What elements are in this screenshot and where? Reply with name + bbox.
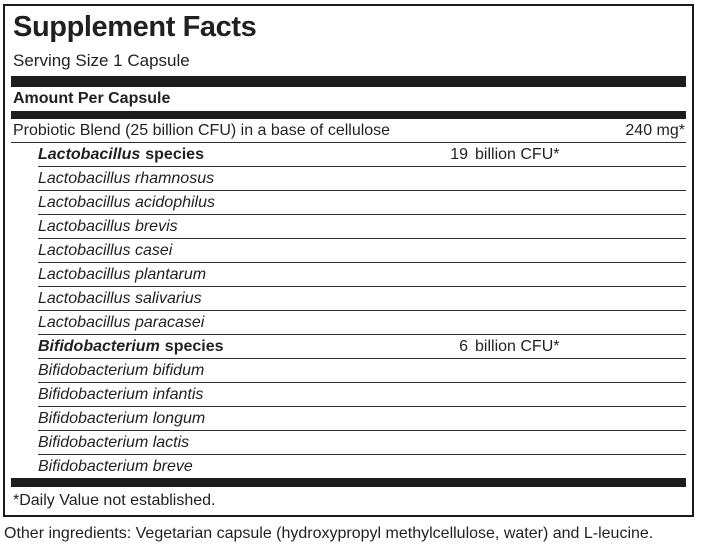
cfu-count: 19 — [450, 146, 468, 163]
species-row — [38, 311, 686, 335]
species-row — [38, 215, 686, 239]
cfu-count: 6 — [459, 338, 468, 355]
other-ingredients: Other ingredients: Vegetarian capsule (hydroxypropyl methylcellulose, water) and L-leucine. — [4, 525, 654, 542]
cfu-amount — [438, 143, 559, 166]
species-row — [38, 287, 686, 311]
species-row — [38, 239, 686, 263]
species-row — [38, 431, 686, 455]
species-row — [38, 383, 686, 407]
species-name: Lactobacillus plantarum — [38, 266, 207, 283]
species-name: Bifidobacterium lactis — [38, 434, 190, 451]
species-name: Bifidobacterium bifidum — [38, 362, 205, 379]
species-group-row-bifidobacterium — [38, 335, 686, 359]
cfu-amount — [438, 335, 559, 358]
thick-divider-top — [11, 76, 686, 87]
species-row — [38, 359, 686, 383]
species-name: Lactobacillus salivarius — [38, 290, 202, 307]
genus-name: Lactobacillus — [38, 146, 141, 163]
species-row — [38, 455, 686, 478]
species-row — [38, 167, 686, 191]
species-name: Bifidobacterium infantis — [38, 386, 204, 403]
thick-divider-header — [11, 111, 686, 119]
species-name: Bifidobacterium longum — [38, 410, 206, 427]
serving-size: Serving Size 1 Capsule — [13, 51, 190, 70]
ingredient-row-blend — [11, 119, 686, 143]
species-name: Lactobacillus rhamnosus — [38, 170, 215, 187]
species-row — [38, 263, 686, 287]
species-name: Bifidobacterium breve — [38, 458, 193, 475]
species-row — [38, 407, 686, 431]
cfu-unit: billion CFU* — [475, 338, 560, 355]
blend-amount: 240 mg* — [625, 122, 685, 139]
daily-value-footnote: *Daily Value not established. — [13, 492, 216, 509]
species-name: Lactobacillus casei — [38, 242, 173, 259]
blend-name: Probiotic Blend (25 billion CFU) in a base of cellulose — [13, 122, 391, 139]
species-name: Lactobacillus paracasei — [38, 314, 205, 331]
species-label: species — [145, 146, 204, 163]
species-name: Lactobacillus brevis — [38, 218, 178, 235]
species-label: species — [164, 338, 224, 355]
species-row — [38, 191, 686, 215]
panel-title: Supplement Facts — [13, 11, 257, 43]
genus-name: Bifidobacterium — [38, 338, 160, 355]
species-group-row-lactobacillus — [38, 143, 686, 167]
amount-per-capsule-header: Amount Per Capsule — [13, 90, 171, 107]
cfu-unit: billion CFU* — [475, 146, 560, 163]
thick-divider-bottom — [11, 478, 686, 487]
species-name: Lactobacillus acidophilus — [38, 194, 215, 211]
supplement-facts-panel — [3, 4, 694, 517]
